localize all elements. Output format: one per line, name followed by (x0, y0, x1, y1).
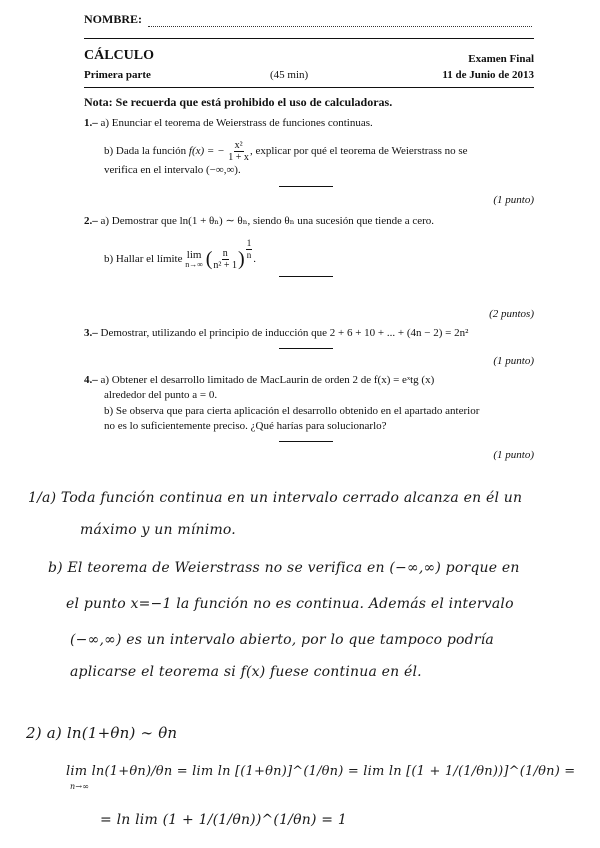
handwritten-answer-1a: 1/a) Toda función continua en un intervalo cerrado alcanza en él un (28, 490, 523, 506)
question-4a-line2: alrededor del punto a = 0. (104, 389, 218, 401)
exam-duration: (45 min) (270, 69, 309, 81)
points-q1: (1 punto) (493, 194, 534, 206)
answer-line-1 (279, 186, 333, 187)
handwritten-answer-2a-limit-sub: n→∞ (70, 782, 90, 791)
question-4a: 4.– a) Obtener el desarrollo limitado de MacLaurin de orden 2 de f(x) = eˣtg (x) (84, 374, 435, 386)
handwritten-answer-1b: b) El teorema de Weierstrass no se verifica en (−∞,∞) porque en (48, 560, 520, 576)
name-line[interactable] (148, 25, 532, 27)
question-2a: 2.– a) Demostrar que ln(1 + θₙ) ∼ θₙ, siendo θₙ una sucesión que tiende a cero. (84, 215, 435, 227)
question-3: 3.– Demostrar, utilizando el principio de inducción que 2 + 6 + 10 + ... + (4n − 2) = 2n² (84, 327, 469, 339)
points-q4: (1 punto) (493, 449, 534, 461)
handwritten-answer-1b-line3: (−∞,∞) es un intervalo abierto, por lo que tampoco podría (70, 632, 494, 648)
answer-line-4 (279, 441, 333, 442)
question-2b-fraction: $\frac{n}{\text{n² + 1}}$ (213, 248, 238, 271)
exam-part: Primera parte (84, 69, 151, 81)
course-title: CÁLCULO (84, 48, 155, 63)
question-1b: b) Dada la función f(x) = − $\frac{\text{x²}}{1 + x}$ , explicar por qué el teorema de Weierstrass no se (104, 140, 468, 163)
header-rule (84, 38, 534, 39)
question-1a: 1.– a) Enunciar el teorema de Weierstrass de funciones continuas. (84, 117, 373, 129)
handwritten-answer-2a: 2) a) ln(1+θn) ∼ θn (26, 724, 178, 742)
points-q2: (2 puntos) (489, 308, 534, 320)
handwritten-answer-2a-line3: = ln lim (1 + 1/(1/θn))^(1/θn) = 1 (100, 812, 347, 828)
handwritten-answer-1b-line2: el punto x=−1 la función no es continua. Además el intervalo (66, 596, 514, 612)
exam-type: Examen Final (468, 53, 534, 65)
answer-line-2 (279, 276, 333, 277)
name-label: NOMBRE: (84, 12, 142, 26)
question-2b: b) Hallar el límite lim n→∞ ( $\frac{n}{\text{n² + 1}}$ ) $\frac{1}{n}$ . (104, 238, 256, 271)
question-1b-line2: verifica en el intervalo (−∞,∞). (104, 164, 241, 176)
handwritten-answer-1a-line2: máximo y un mínimo. (80, 522, 236, 538)
question-4b-line2: no es lo suficientemente preciso. ¿Qué harías para solucionarlo? (104, 420, 387, 432)
header-bottom-rule (84, 87, 534, 88)
question-2b-exponent: $\frac{1}{n}$ (246, 238, 252, 260)
points-q3: (1 punto) (493, 355, 534, 367)
question-1b-fraction: $\frac{\text{x²}}{1 + x}$ (228, 140, 249, 163)
answer-line-3 (279, 348, 333, 349)
question-4b: b) Se observa que para cierta aplicación el desarrollo obtenido en el apartado anterior (104, 405, 480, 417)
exam-note: Nota: Se recuerda que está prohibido el uso de calculadoras. (84, 95, 393, 109)
handwritten-answer-2a-line2: lim ln(1+θn)/θn = lim ln [(1+θn)]^(1/θn) = lim ln [(1 + 1/(1/θn))]^(1/θn) = (66, 764, 576, 779)
handwritten-answer-1b-line4: aplicarse el teorema si f(x) fuese continua en él. (70, 664, 422, 680)
exam-date: 11 de Junio de 2013 (442, 69, 534, 81)
